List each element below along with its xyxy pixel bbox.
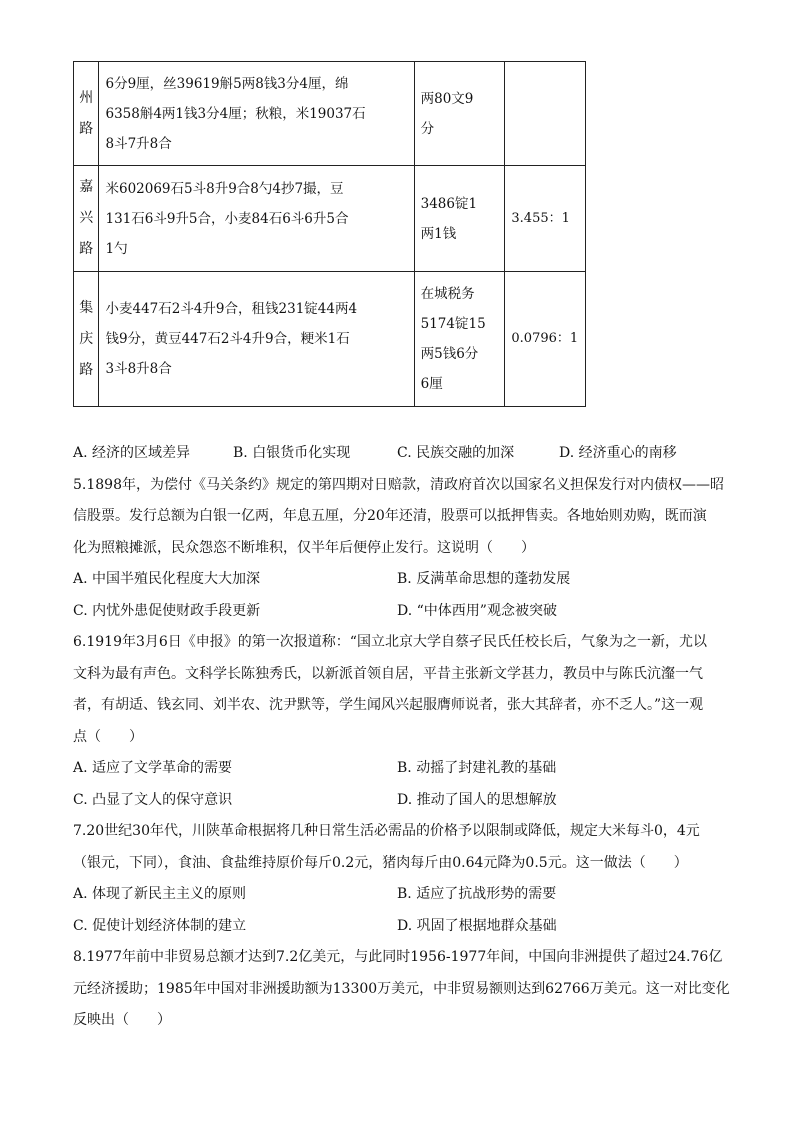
- goods-cell: 小麦447石2斗4升9合，租钱231锭44两4 钱9分，黄豆447石2斗4升9合，粳米1石 3斗8升8合: [99, 272, 414, 407]
- q7-options-row-1: [73, 879, 723, 911]
- q6-option-b[interactable]: B. 动摇了封建礼教的基础: [397, 760, 557, 776]
- q4-option-b[interactable]: B. 白银货币化实现: [233, 445, 351, 461]
- q6-option-d[interactable]: D. 推动了国人的思想解放: [397, 791, 557, 808]
- q6-option-a[interactable]: A. 适应了文学革命的需要: [73, 760, 233, 776]
- q7-options-row-2: [73, 911, 723, 943]
- questions-block: [73, 438, 730, 1037]
- q7-option-a[interactable]: A. 体现了新民主主义的原则: [73, 886, 247, 902]
- ratio-cell: [505, 62, 586, 166]
- q5-option-a[interactable]: A. 中国半殖民化程度大大加深: [73, 571, 261, 587]
- region-cell: 州 路: [74, 62, 99, 166]
- q5-option-d[interactable]: D. “中体西用”观念被突破: [397, 602, 557, 619]
- ratio-cell: 0.0796：1: [505, 272, 586, 407]
- tax-table: [73, 61, 586, 407]
- region-cell: 集 庆 路: [74, 272, 99, 407]
- money-cell: 在城税务 5174锭15 两5钱6分 6厘: [414, 272, 505, 407]
- region-cell: 嘉 兴 路: [74, 166, 99, 272]
- q7-option-b[interactable]: B. 适应了抗战形势的需要: [397, 886, 557, 902]
- ratio-cell: 3.455：1: [505, 166, 586, 272]
- money-cell: 3486锭1 两1钱: [414, 166, 505, 272]
- table-row: [74, 62, 586, 166]
- q7-stem: 7.20世纪30年代，川陕革命根据将几种日常生活必需品的价格予以限制或降低，规定大米每斗0，4元 （银元，下同），食油、食盐维持原价每斤0.2元，猪肉每斤由0.64元降为0.5元。这一做法（ ）: [73, 823, 700, 871]
- money-cell: 两80文9 分: [414, 62, 505, 166]
- table-row: [74, 272, 586, 407]
- q5-option-c[interactable]: C. 内忧外患促使财政手段更新: [73, 602, 261, 619]
- q6-stem: 6.1919年3月6日《申报》的第一次报道称：“国立北京大学自蔡孑民氏任校长后，气象为之一新，尤以 文科为最有声色。文科学长陈独秀氏，以新派首领自居，平昔主张新文学甚力，教员中与陈氏沆瀣一气 者，有胡适、钱玄同、刘半农、沈尹默等，学生闻风兴起服膺师说者，张大其辞者，亦不乏人。”这一观 点（ ）: [73, 634, 707, 745]
- q6-option-c[interactable]: C. 凸显了文人的保守意识: [73, 791, 233, 808]
- q4-option-d[interactable]: D. 经济重心的南移: [559, 445, 677, 461]
- q5-options-row-2: [73, 596, 723, 628]
- q4-options: [73, 438, 723, 470]
- q5-stem: 5.1898年，为偿付《马关条约》规定的第四期对日赔款，清政府首次以国家名义担保发行对内债权——昭 信股票。发行总额为白银一亿两，年息五厘，分20年还清，股票可以抵押售卖。各地始则劝购，既而演 化为照粮摊派，民众怨恣不断堆积，仅半年后便停止发行。这说明（ ）: [73, 476, 724, 556]
- q4-option-c[interactable]: C. 民族交融的加深: [397, 445, 515, 461]
- q5-option-b[interactable]: B. 反满革命思想的蓬勃发展: [397, 571, 571, 587]
- q7-option-d[interactable]: D. 巩固了根据地群众基础: [397, 917, 557, 934]
- goods-cell: 6分9厘，丝39619斛5两8钱3分4厘，绵 6358斛4两1钱3分4厘；秋粮，米19037石 8斗7升8合: [99, 62, 414, 166]
- q6-options-row-1: [73, 753, 723, 785]
- q5-options-row-1: [73, 564, 723, 596]
- q4-option-a[interactable]: A. 经济的区域差异: [73, 445, 191, 461]
- q8-stem: 8.1977年前中非贸易总额才达到7.2亿美元，与此同时1956-1977年间，中国向非洲提供了超过24.76亿 元经济援助；1985年中国对非洲援助额为13300万美元，中非贸易额则达到62766万美元。这一对比变化 反映出（ ）: [73, 949, 730, 1028]
- goods-cell: 米602069石5斗8升9合8勺4抄7撮，豆 131石6斗9升5合，小麦84石6斗6升5合 1勺: [99, 166, 414, 272]
- q7-option-c[interactable]: C. 促使计划经济体制的建立: [73, 917, 247, 934]
- table-row: [74, 166, 586, 272]
- q6-options-row-2: [73, 785, 723, 817]
